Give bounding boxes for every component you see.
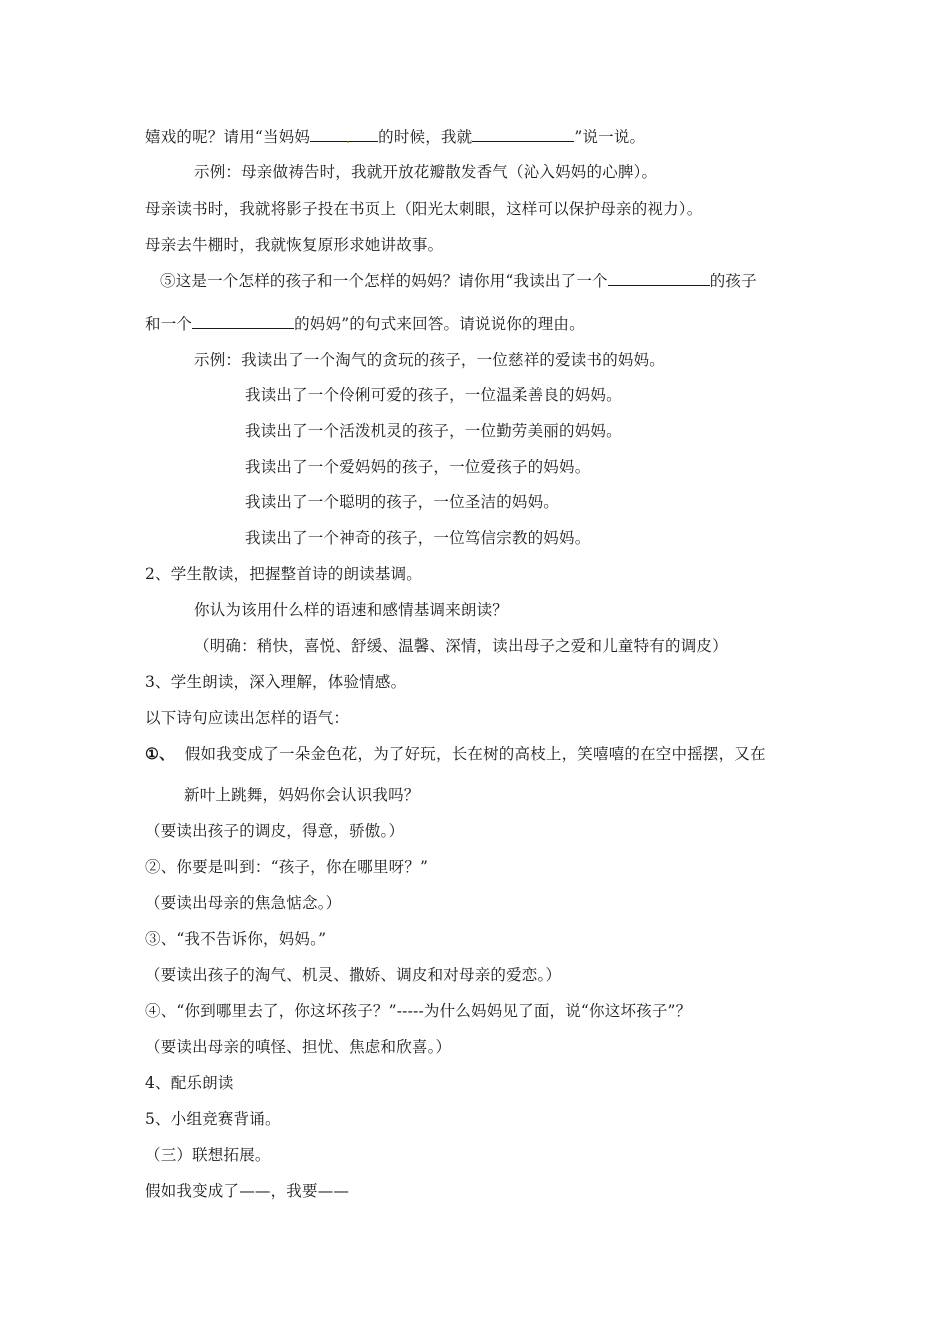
text-line: ④、“你到哪里去了，你这坏孩子？”-----为什么妈妈见了面，说“你这坏孩子”？ [145,1002,692,1020]
text-line: 母亲读书时，我就将影子投在书页上（阳光太刺眼，这样可以保护母亲的视力）。 [145,200,703,218]
text-line: 示例：母亲做祷告时，我就开放花瓣散发香气（沁入妈妈的心脾）。 [194,163,658,181]
text-line: 我读出了一个神奇的孩子，一位笃信宗教的妈妈。 [245,529,591,547]
fill-blank: . [310,126,378,142]
text-segment: ⑤这是一个怎样的孩子和一个怎样的妈妈？请你用“我读出了一个 [160,272,608,290]
item-number: ①、 [145,744,175,763]
text-line: （要读出孩子的调皮，得意，骄傲。） [145,822,405,840]
text-line: ②、你要是叫到：“孩子，你在哪里呀？” [145,858,429,876]
text-line: （要读出母亲的嗔怪、担忧、焦虑和欣喜。） [145,1038,452,1056]
text-line: 我读出了一个伶俐可爱的孩子，一位温柔善良的妈妈。 [245,386,622,404]
text-line: 3、学生朗读，深入理解，体验情感。 [145,673,407,691]
text-segment: 假如我变成了一朵金色花，为了好玩，长在树的高枝上，笑嘻嘻的在空中摇摆，又在 [184,745,766,763]
text-line: 示例：我读出了一个淘气的贪玩的孩子，一位慈祥的爱读书的妈妈。 [194,351,666,369]
text-line [145,743,766,765]
fill-blank [472,126,574,142]
text-line: 5、小组竞赛背诵。 [145,1110,281,1128]
text-line: 我读出了一个爱妈妈的孩子，一位爱孩子的妈妈。 [245,458,591,476]
text-line: 新叶上跳舞，妈妈你会认识我吗？ [184,786,420,804]
text-line: （三）联想拓展。 [145,1146,271,1164]
text-line: 4、配乐朗读 [145,1074,234,1092]
text-line: 以下诗句应读出怎样的语气： [145,709,350,727]
text-line: 我读出了一个聪明的孩子，一位圣洁的妈妈。 [245,493,560,511]
text-line: ③、“我不告诉你，妈妈。” [145,930,327,948]
text-segment: 的孩子 [709,272,757,290]
text-line: （明确：稍快，喜悦、舒缓、温馨、深情，读出母子之爱和儿童特有的调皮） [194,637,728,655]
text-segment: ”说一说。 [574,128,646,146]
text-segment: 和一个 [145,315,193,333]
text-line: 母亲去牛棚时，我就恢复原形求她讲故事。 [145,236,444,254]
text-segment: 的时候，我就 [378,128,473,146]
text-line: 2、学生散读，把握整首诗的朗读基调。 [145,565,422,583]
text-line: （要读出孩子的淘气、机灵、撒娇、调皮和对母亲的爱恋。） [145,966,562,984]
text-line: 我读出了一个活泼机灵的孩子，一位勤劳美丽的妈妈。 [245,422,622,440]
text-segment: 的妈妈”的句式来回答。请说说你的理由。 [294,315,585,333]
fill-blank [608,270,710,286]
text-segment: 嬉戏的呢？请用“当妈妈 [145,128,311,146]
fill-blank [192,313,294,329]
text-line: 假如我变成了——，我要—— [145,1182,350,1200]
text-line: （要读出母亲的焦急惦念。） [145,894,342,912]
text-line [145,313,585,335]
text-line: 你认为该用什么样的语速和感情基调来朗读？ [194,601,509,619]
text-line [160,270,757,292]
text-line [145,126,645,148]
